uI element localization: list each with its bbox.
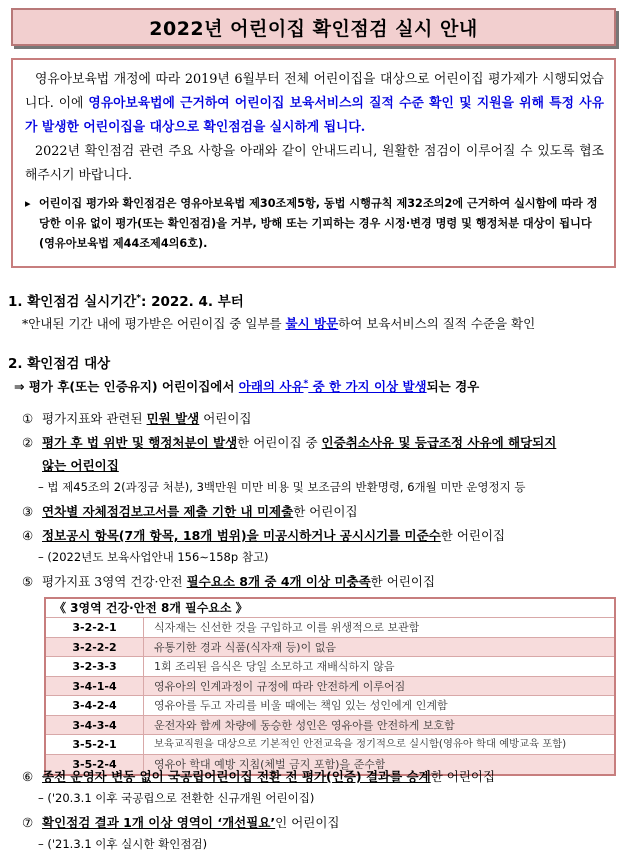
table-title: 《 3영역 건강·안전 8개 필수요소 》 [46,599,614,618]
row-desc: 영유아 학대 예방 지침(체벌 금지 포함)을 준수함 [154,757,386,771]
row-code: 3-4-3-4 [46,716,144,735]
section1-heading-text: 1. 확인점검 실시기간 [8,294,137,310]
item-number: ④ [22,528,34,543]
section1-heading-date: : 2022. 4. 부터 [140,294,244,310]
list-item-6 [22,767,628,785]
table-row [46,618,614,638]
legal-note-text: 어린이집 평가와 확인점검은 영유아보육법 제30조제5항, 동법 시행규칙 제32조의2에 근거하여 실시함에 따라 정당한 이유 없이 평가(또는 확인점검)을 거부, 방해 또는 기피하는 경우 시정·변경 명령 및 행정처분 대상이 됩니다(영유아보육법 제44조제4의6호). [39,197,598,250]
table-row [46,677,614,697]
section2-lead-end: 되는 경우 [426,379,480,394]
item-emphasis: 종전 운영자 변동 없이 국공립어린이집 전환 전 평가(인증) 결과를 승계 [42,769,431,784]
row-desc: 식자재는 신선한 것을 구입하고 이를 위생적으로 보관함 [154,621,420,634]
row-code: 3-4-2-4 [46,696,144,715]
table-row [46,657,614,677]
table-row [46,696,614,716]
surprise-visit-highlight: 불시 방문 [285,316,339,331]
item-emphasis-2: 인증취소사유 및 등급조정 사유에 해당되지 [321,435,557,450]
page-title: 2022년 어린이집 확인점검 실시 안내 [149,17,478,40]
list-item-1 [22,409,628,427]
row-code: 3-2-3-3 [46,657,144,676]
list-item-7 [22,813,628,831]
item-text-end: 인 어린이집 [275,815,340,830]
row-code: 3-5-2-1 [46,735,144,754]
row-code: 3-4-1-4 [46,677,144,696]
item-number: ⑤ [22,574,34,589]
row-code: 3-2-2-2 [46,638,144,657]
intro-text: 영유아보육법 개정에 따라 2019년 6월부터 전체 어린이집을 대상으로 어린이집 평가제가 시행되었습니다. 이에 [25,72,604,111]
intro-paragraph-1 [25,68,604,140]
item-text-end: 한 어린이집 [440,528,506,543]
section1-note-text-2: 하여 보육서비스의 질적 수준을 확인 [338,316,536,331]
footnote-star: * [136,293,141,304]
intro-highlight: 영유아보육법에 근거하여 어린이집 보육서비스의 질적 수준 확인 및 지원을 위해 특정 사유가 발생한 어린이집을 대상으로 확인점검을 실시하게 됩니다. [25,96,604,135]
item-text-end: 한 어린이집 [430,769,496,784]
item-emphasis: 평가 후 법 위반 및 행정처분이 발생 [42,435,238,450]
title-banner [11,8,616,46]
list-item-7-sub: – ('21.3.1 이후 실시한 확인점검) [38,837,208,851]
table-row [46,638,614,658]
item-text: 한 어린이집 중 [237,435,322,450]
list-item-4 [22,526,628,544]
row-desc: 영유아를 두고 자리를 비울 때에는 책임 있는 성인에게 인계함 [154,699,448,712]
item-text-end: 한 어린이집 [370,574,436,589]
reason-highlight: 아래의 사유 [238,379,304,394]
list-item-2-cont: 않는 어린이집 [42,458,119,473]
row-code: 3-5-2-4 [46,755,144,775]
item-number: ⑥ [22,769,34,784]
row-desc: 1회 조리된 음식은 당일 소모하고 재배식하지 않음 [154,660,395,673]
table-row [46,735,614,755]
section2-heading: 2. 확인점검 대상 [8,356,111,372]
item-text: 평가지표 3영역 건강·안전 [42,574,187,589]
row-desc: 보육교직원을 대상으로 기본적인 안전교육을 정기적으로 실시함(영유아 학대 예방교육 포함) [154,738,567,750]
item-text-end: 어린이집 [199,411,252,426]
item-emphasis: 민원 발생 [146,411,200,426]
row-desc: 유통기한 경과 식품(식자재 등)이 없음 [154,640,336,654]
item-number: ③ [22,504,34,519]
row-desc: 운전자와 함께 차량에 동승한 성인은 영유아를 안전하게 보호함 [154,718,455,732]
list-item-5 [22,572,628,590]
item-emphasis: 연차별 자체점검보고서를 제출 기한 내 미제출 [42,504,294,519]
legal-note [25,194,604,254]
item-number: ① [22,411,34,426]
item-emphasis: 확인점검 결과 1개 이상 영역이 ‘개선필요’ [42,815,276,830]
item-emphasis: 필수요소 8개 중 4개 이상 미충족 [186,574,371,589]
item-number: ⑦ [22,815,34,830]
item-number: ② [22,435,34,450]
row-code: 3-2-2-1 [46,618,144,637]
item-text-end: 한 어린이집 [293,504,358,519]
list-item-3 [22,502,628,520]
item-emphasis: 정보공시 항목(7개 항목, 18개 범위)을 미공시하거나 공시시기를 미준수 [42,528,441,543]
triangle-bullet-icon: ▸ [25,197,31,210]
intro-box [11,58,616,268]
intro-paragraph-2: 2022년 확인점검 관련 주요 사항을 아래와 같이 안내드리니, 원활한 점검이 이루어질 수 있도록 협조해주시기 바랍니다. [25,144,604,183]
list-item-2 [22,433,628,451]
section1-heading [8,290,244,310]
table-row [46,716,614,736]
section1-note-text: *안내된 기간 내에 평가받은 어린이집 중 일부를 [22,316,286,331]
item-text: 평가지표와 관련된 [42,411,147,426]
list-item-4-sub: – (2022년도 보육사업안내 156∼158p 참고) [38,550,269,564]
list-item-6-sub: – ('20.3.1 이후 국공립으로 전환한 신규개원 어린이집) [38,791,315,805]
essential-elements-table [44,597,616,776]
lead-footnote-star: * [303,378,309,389]
section2-lead [14,377,628,395]
row-desc: 영유아의 인계과정이 규정에 따라 안전하게 이루어짐 [154,679,406,693]
section1-note [22,314,628,332]
section2-lead-text: ⇒ 평가 후(또는 인증유지) 어린이집에서 [14,379,239,394]
reason-highlight-2: 중 한 가지 이상 발생 [308,379,427,394]
list-item-2-sub: – 법 제45조의 2(과징금 처분), 3백만원 미만 비용 및 보조금의 반환명령, 6개월 미만 운영정지 등 [38,480,526,494]
